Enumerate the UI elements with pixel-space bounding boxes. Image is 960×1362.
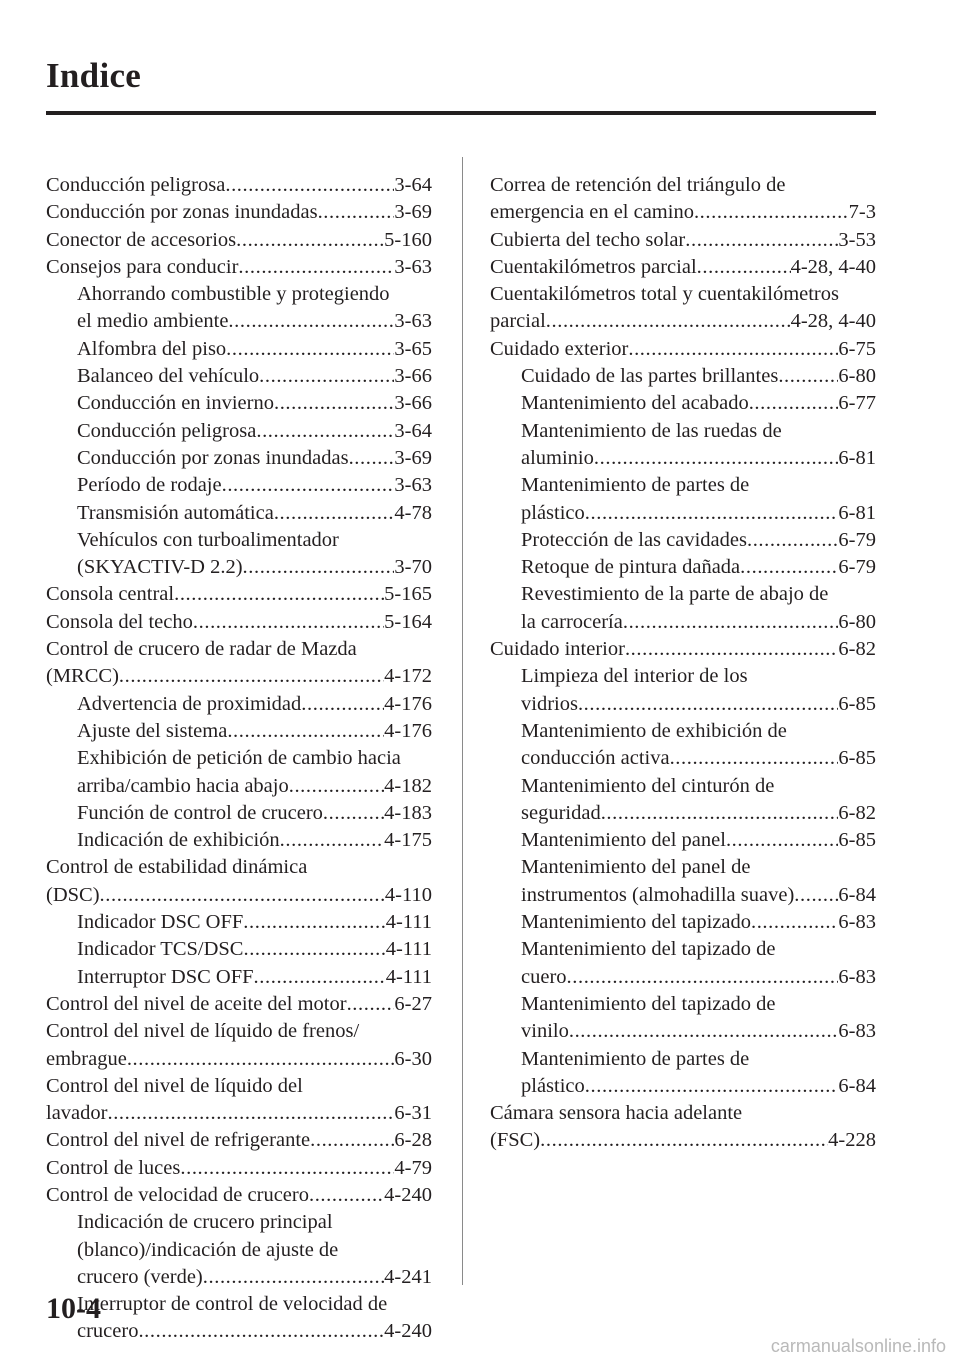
index-entry [46,1155,432,1182]
index-entry [46,254,432,281]
dot-leader [318,199,395,226]
index-subentry [490,1073,876,1100]
dot-leader [628,336,838,363]
index-column-right [490,172,876,1155]
entry-text: el medio ambiente [77,310,229,333]
dot-leader [578,691,838,718]
dot-leader [180,1155,394,1182]
page-reference: 6-84 [838,883,876,906]
index-subentry [46,554,432,581]
index-subentry [46,308,432,335]
page-reference: 6-79 [838,556,876,579]
dot-leader [203,1264,384,1291]
dot-leader [100,882,385,909]
index-entry [46,1127,432,1154]
page-reference: 4-176 [384,692,432,715]
page-reference: 6-77 [838,392,876,415]
entry-text: Control del nivel de aceite del motor [46,992,347,1015]
entry-text: Control de luces [46,1156,181,1179]
dot-leader [594,445,839,472]
entry-text: plástico [521,501,585,524]
entry-text: Mantenimiento del tapizado [521,911,751,934]
page-reference: 6-81 [838,501,876,524]
entry-text: Control de velocidad de crucero [46,1183,309,1206]
entry-text: Cubierta del techo solar [490,228,686,251]
entry-text: Cuidado exterior [490,337,629,360]
index-subentry [46,691,432,718]
page-reference: 4-176 [384,719,432,742]
entry-text: Correa de retención del triángulo de [490,174,786,196]
index-entry [46,199,432,226]
index-subentry [46,418,432,445]
index-entry [46,227,432,254]
entry-text: Conducción por zonas inundadas [46,201,318,224]
entry-text: Retoque de pintura dañada [521,556,741,579]
dot-leader [778,363,838,390]
entry-text: lavador [46,1102,108,1125]
entry-text: Consejos para conducir [46,255,239,278]
dot-leader [127,1046,395,1073]
entry-text: Control de crucero de radar de Mazda [46,638,357,661]
index-subentry [46,1264,432,1291]
entry-text: (SKYACTIV-D 2.2) [77,556,243,579]
dot-leader [347,991,395,1018]
entry-text: Cámara sensora hacia adelante [490,1102,743,1125]
entry-text: Protección de las cavidades [521,528,747,551]
page-reference: 6-85 [838,829,876,852]
page-reference: 6-85 [838,747,876,770]
entry-text: Control del nivel de refrigerante [46,1129,311,1152]
index-subentry [46,281,432,308]
entry-text: (MRCC) [46,665,119,688]
index-subentry [490,827,876,854]
entry-text: Control del nivel de líquido del [46,1074,303,1097]
page-reference: 3-69 [394,446,432,469]
entry-text: crucero [77,1320,139,1343]
index-subentry [46,1318,432,1345]
page-reference: 3-66 [394,392,432,415]
dot-leader [726,827,838,854]
entry-text: vidrios [521,692,578,715]
index-subentry [46,718,432,745]
index-subentry [46,1209,432,1236]
dot-leader [227,718,384,745]
entry-text: Conducción peligrosa [46,174,226,196]
index-subentry [490,390,876,417]
page-reference: 3-70 [394,556,432,579]
index-column-left [46,172,432,1346]
index-subentry [490,800,876,827]
index-entry [46,172,432,199]
entry-text: Exhibición de petición de cambio hacia [77,747,401,770]
index-entry [46,581,432,608]
index-subentry [46,773,432,800]
page-reference: 3-64 [394,174,432,196]
entry-text: Interruptor de control de velocidad de [77,1293,388,1316]
index-subentry [46,445,432,472]
page-reference: 4-172 [384,665,432,688]
dot-leader [174,581,384,608]
entry-text: (FSC) [490,1129,541,1152]
entry-text: Mantenimiento de exhibición de [521,719,787,742]
entry-text: Consola del techo [46,610,193,633]
entry-text: Revestimiento de la parte de abajo de [521,583,829,606]
index-subentry [490,1046,876,1073]
entry-text: Mantenimiento del tapizado de [521,938,776,961]
page-reference: 7-3 [848,201,876,224]
index-entry [46,609,432,636]
entry-text: Cuentakilómetros total y cuentakilómetros [490,283,839,306]
page-reference: 4-228 [828,1129,876,1152]
entry-text: Ahorrando combustible y protegiendo [77,283,390,306]
entry-text: arriba/cambio hacia abajo [77,774,289,797]
entry-text: Consola central [46,583,175,606]
dot-leader [740,554,838,581]
page-reference: 3-63 [394,474,432,497]
dot-leader [280,827,385,854]
index-subentry [490,909,876,936]
index-subentry [46,472,432,499]
dot-leader [243,554,395,581]
page-reference: 5-160 [384,228,432,251]
entry-text: Indicador DSC OFF [77,911,244,934]
index-subentry [490,581,876,608]
index-subentry [490,663,876,690]
entry-text: seguridad [521,801,601,824]
page-reference: 6-83 [838,1020,876,1043]
index-entry [46,991,432,1018]
dot-leader [694,199,849,226]
index-entry [490,281,876,308]
page-reference: 4-183 [384,801,432,824]
index-subentry [490,609,876,636]
dot-leader [794,882,838,909]
index-entry [46,1046,432,1073]
entry-text: Conducción por zonas inundadas [77,446,349,469]
entry-text: Cuentakilómetros parcial [490,255,697,278]
index-subentry [490,882,876,909]
index-subentry [490,500,876,527]
dot-leader [670,745,839,772]
dot-leader [585,1073,839,1100]
dot-leader [349,445,395,472]
column-divider [462,157,463,1285]
dot-leader [546,308,791,335]
entry-text: parcial [490,310,546,333]
page-reference: 3-64 [394,419,432,442]
index-entry [46,1073,432,1100]
index-subentry [490,472,876,499]
entry-text: Interruptor DSC OFF [77,965,254,988]
entry-text: aluminio [521,446,594,469]
entry-text: Control del nivel de líquido de frenos/ [46,1020,360,1043]
index-subentry [46,909,432,936]
index-subentry [46,527,432,554]
dot-leader [751,909,838,936]
dot-leader [697,254,791,281]
page-reference: 3-63 [394,255,432,278]
index-entry [490,308,876,335]
page-reference: 3-65 [394,337,432,360]
entry-text: cuero [521,965,567,988]
entry-text: (DSC) [46,883,100,906]
entry-text: Indicación de crucero principal [77,1211,333,1234]
entry-text: Mantenimiento del tapizado de [521,992,776,1015]
index-entry [46,1100,432,1127]
page-reference: 5-165 [384,583,432,606]
entry-text: Balanceo del vehículo [77,365,260,388]
index-subentry [490,1018,876,1045]
entry-text: Cuidado de las partes brillantes [521,365,779,388]
page-title: Indice [46,56,142,95]
page-reference: 6-31 [394,1102,432,1125]
entry-text: Indicador TCS/DSC [77,938,244,961]
index-subentry [46,363,432,390]
page-reference: 4-111 [385,938,432,961]
entry-text: vinilo [521,1020,569,1043]
page-reference: 6-80 [838,365,876,388]
page-reference: 4-241 [384,1265,432,1288]
page-reference: 5-164 [384,610,432,633]
index-subentry [490,964,876,991]
index-subentry [46,964,432,991]
dot-leader [274,390,394,417]
index-subentry [46,800,432,827]
page-reference: 4-240 [384,1320,432,1343]
index-entry [490,199,876,226]
entry-text: Ajuste del sistema [77,719,228,742]
entry-text: Función de control de crucero [77,801,323,824]
index-entry [490,227,876,254]
entry-text: Mantenimiento del cinturón de [521,774,775,797]
page-reference: 4-79 [394,1156,432,1179]
index-entry [490,254,876,281]
index-subentry [46,1237,432,1264]
page-reference: 6-83 [838,965,876,988]
entry-text: Mantenimiento del acabado [521,392,749,415]
index-subentry [490,445,876,472]
entry-text: Limpieza del interior de los [521,665,748,688]
entry-text: Conducción en invierno [77,392,274,415]
index-entry [46,663,432,690]
index-subentry [46,390,432,417]
page-reference: 3-66 [394,365,432,388]
dot-leader [747,527,838,554]
dot-leader [236,227,384,254]
dot-leader [623,609,839,636]
dot-leader [309,1182,384,1209]
index-subentry [490,773,876,800]
entry-text: crucero (verde) [77,1265,203,1288]
dot-leader [138,1318,384,1345]
index-subentry [490,854,876,881]
index-entry [490,1127,876,1154]
entry-text: instrumentos (almohadilla suave) [521,883,795,906]
index-subentry [46,936,432,963]
entry-text: Mantenimiento del panel [521,829,726,852]
index-subentry [46,500,432,527]
page-reference: 3-53 [838,228,876,251]
page-reference: 4-28, 4-40 [790,255,876,278]
dot-leader [243,936,385,963]
dot-leader [749,390,839,417]
index-subentry [490,527,876,554]
dot-leader [243,909,385,936]
entry-text: Mantenimiento de partes de [521,1047,750,1070]
dot-leader [540,1127,828,1154]
page-reference: 4-240 [384,1183,432,1206]
page-reference: 4-28, 4-40 [790,310,876,333]
entry-text: Indicación de exhibición [77,829,280,852]
index-subentry [46,1291,432,1318]
entry-text: conducción activa [521,747,670,770]
dot-leader [226,336,394,363]
index-entry [46,854,432,881]
dot-leader [274,500,395,527]
entry-text: Control de estabilidad dinámica [46,856,308,879]
page-reference: 6-82 [838,638,876,661]
entry-text: Advertencia de proximidad [77,692,302,715]
page-reference: 6-79 [838,528,876,551]
index-subentry [490,363,876,390]
page-reference: 6-84 [838,1074,876,1097]
entry-text: (blanco)/indicación de ajuste de [77,1238,339,1261]
entry-text: Alfombra del piso [77,337,227,360]
page-reference: 6-28 [394,1129,432,1152]
index-subentry [46,745,432,772]
index-entry [46,1018,432,1045]
entry-text: emergencia en el camino [490,201,694,224]
dot-leader [289,773,384,800]
page-reference: 6-85 [838,692,876,715]
entry-text: Mantenimiento de las ruedas de [521,419,782,442]
index-subentry [490,936,876,963]
page-reference: 6-75 [838,337,876,360]
page-reference: 6-80 [838,610,876,633]
entry-text: Mantenimiento del panel de [521,856,751,879]
entry-text: plástico [521,1074,585,1097]
dot-leader [585,500,839,527]
dot-leader [256,418,394,445]
index-entry [490,636,876,663]
page-reference: 4-111 [385,965,432,988]
dot-leader [567,964,839,991]
page-reference: 4-111 [385,911,432,934]
page-reference: 3-63 [394,310,432,333]
page-reference: 6-82 [838,801,876,824]
header-rule [46,111,876,115]
entry-text: Cuidado interior [490,638,625,661]
entry-text: Período de rodaje [77,474,222,497]
index-entry [46,636,432,663]
dot-leader [193,609,384,636]
entry-text: Mantenimiento de partes de [521,474,750,497]
page-reference: 6-83 [838,911,876,934]
entry-text: Transmisión automática [77,501,274,524]
entry-text: Vehículos con turboalimentador [77,528,339,551]
dot-leader [254,964,386,991]
dot-leader [301,691,384,718]
page-reference: 4-78 [394,501,432,524]
entry-text: la carrocería [521,610,623,633]
dot-leader [323,800,384,827]
index-subentry [490,745,876,772]
dot-leader [107,1100,394,1127]
dot-leader [259,363,394,390]
dot-leader [625,636,838,663]
dot-leader [238,254,394,281]
index-entry [46,882,432,909]
dot-leader [225,172,394,199]
dot-leader [310,1127,394,1154]
dot-leader [228,308,394,335]
page-number: 10-4 [46,1292,101,1325]
index-subentry [490,418,876,445]
index-subentry [490,691,876,718]
index-entry [46,1182,432,1209]
index-subentry [490,991,876,1018]
dot-leader [685,227,838,254]
page-reference: 4-182 [384,774,432,797]
entry-text: embrague [46,1047,127,1070]
page-reference: 6-30 [394,1047,432,1070]
entry-text: Conducción peligrosa [77,419,257,442]
index-subentry [490,718,876,745]
dot-leader [119,663,384,690]
dot-leader [222,472,395,499]
index-entry [490,172,876,199]
page-reference: 4-175 [384,829,432,852]
index-entry [490,1100,876,1127]
page-reference: 6-27 [394,992,432,1015]
entry-text: Conector de accesorios [46,228,237,251]
index-entry [490,336,876,363]
page-reference: 6-81 [838,446,876,469]
watermark: carmanualsonline.info [770,1336,946,1356]
dot-leader [601,800,839,827]
index-subentry [46,336,432,363]
page-reference: 3-69 [394,201,432,224]
dot-leader [569,1018,839,1045]
index-subentry [46,827,432,854]
page-reference: 4-110 [384,883,432,906]
index-subentry [490,554,876,581]
